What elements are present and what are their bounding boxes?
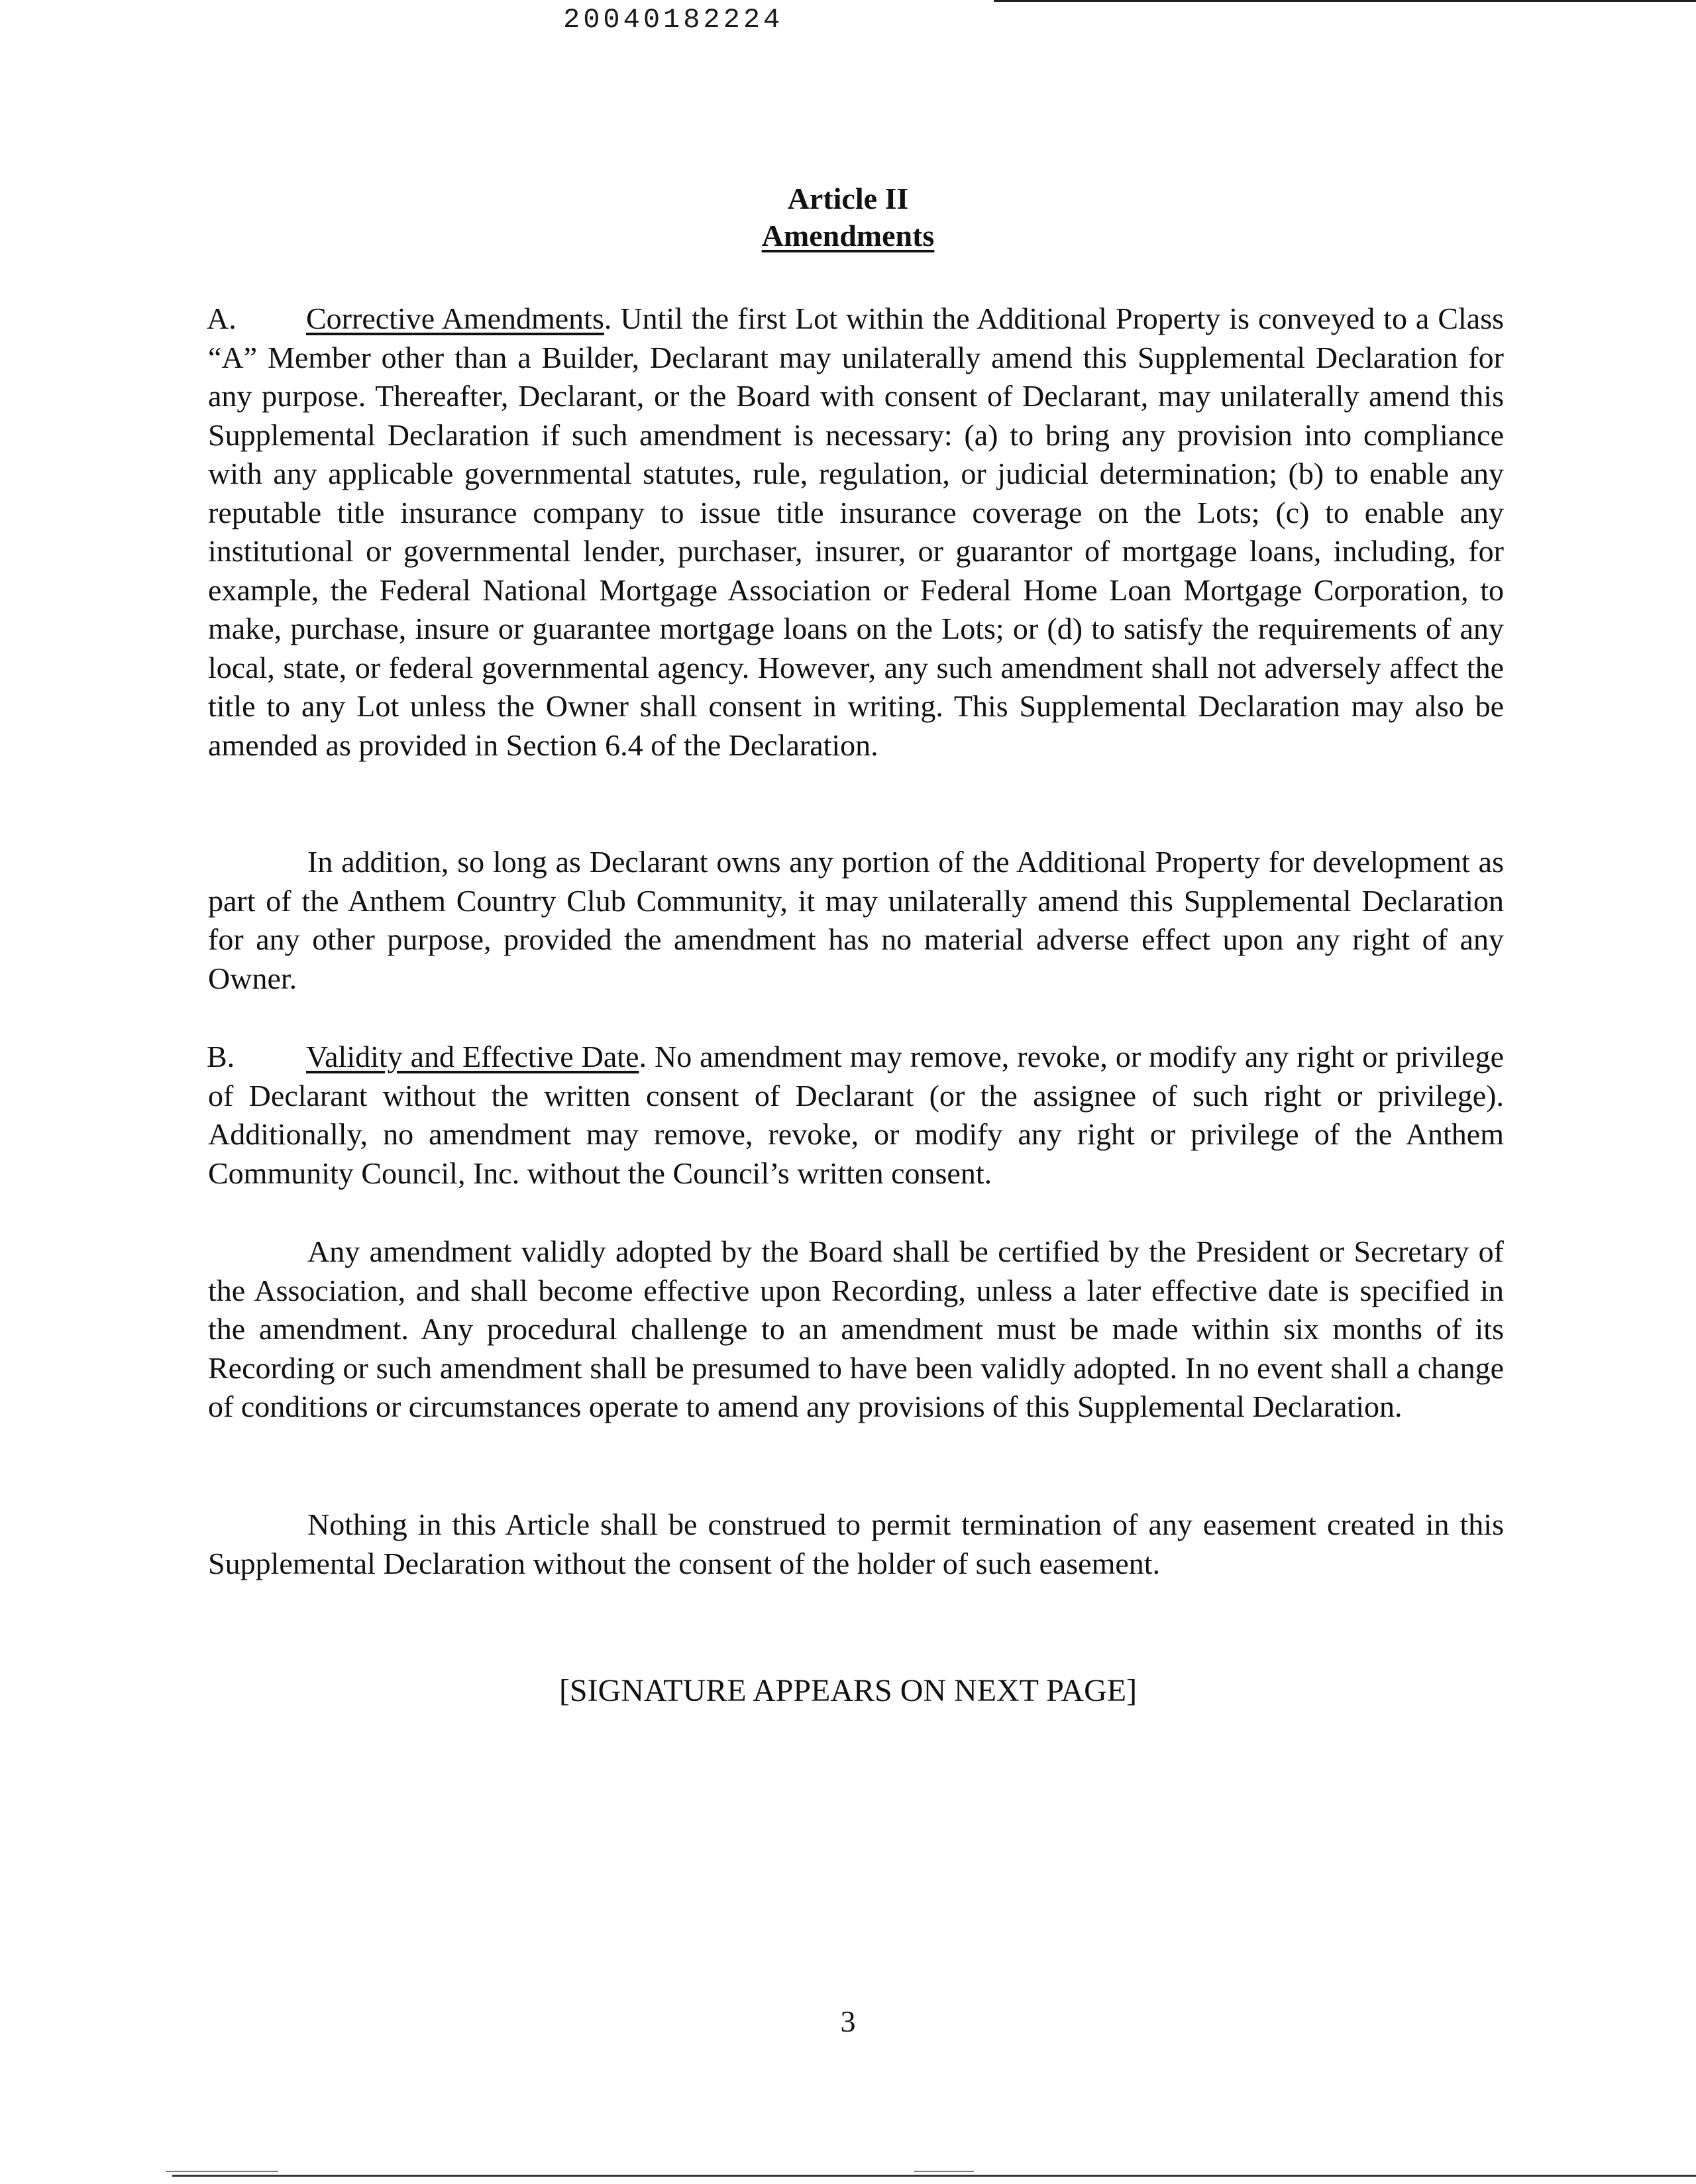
section-b-marker: B. (207, 1040, 235, 1073)
article-heading (0, 180, 1696, 254)
page-number: 3 (840, 2004, 856, 2038)
scan-artifact-center (914, 2171, 974, 2172)
document-number: 20040182224 (563, 4, 784, 36)
section-a-marker: A. (207, 301, 237, 335)
section-b-text: . No amendment may remove, revoke, or modify any right or privilege of Declarant without the written consent of Declarant (or the assignee of such right or privilege). Additionally, no amendment may remove, revoke, or modify any right or privilege of the Anthem Community Council, Inc. without the Council’s written consent. (208, 1040, 1504, 1190)
section-b-paragraph (208, 1038, 1504, 1193)
article-title: Amendments (761, 219, 935, 252)
section-a-addition-paragraph: In addition, so long as Declarant owns any portion of the Additional Property for development as part of the Anthem Country Club Community, it may unilaterally amend this Supplemental Declaration for any other purpose, provided the amendment has no material adverse effect upon any right of any Owner. (208, 845, 1504, 995)
easement-paragraph: Nothing in this Article shall be construed to permit termination of any easement created in this Supplemental Declaration without the consent of the holder of such easement. (208, 1507, 1504, 1580)
signature-notice: [SIGNATURE APPEARS ON NEXT PAGE] (558, 1673, 1138, 1708)
scan-artifact-left (166, 2171, 278, 2172)
section-b-title: Validity and Effective Date (306, 1040, 639, 1073)
bottom-rule (172, 2175, 1696, 2177)
certification-paragraph: Any amendment validly adopted by the Board shall be certified by the President or Secretary of the Association, and shall become effective upon Recording, unless a later effective date is specified in the amendment. Any procedural challenge to an amendment must be made within six months of its Recording or such amendment shall be presumed to have been validly adopted. In no event shall a change of conditions or circumstances operate to amend any provisions of this Supplemental Declaration. (208, 1234, 1504, 1423)
section-a-paragraph (208, 300, 1504, 765)
section-a-text: . Until the first Lot within the Additional Property is conveyed to a Class “A” Member other than a Builder, Declarant may unilaterally amend this Supplemental Declaration for any purpose. Thereafter, Declarant, or the Board with consent of Declarant, may unilaterally amend this Supplemental Declaration if such amendment is necessary: (a) to bring any provision into compliance with any applicable governmental statutes, rule, regulation, or judicial determination; (b) to enable any reputable title insurance company to issue title insurance coverage on the Lots; (c) to enable any institutional or governmental lender, purchaser, insurer, or guarantor of mortgage loans, including, for example, the Federal National Mortgage Association or Federal Home Loan Mortgage Corporation, to make, purchase, insure or guarantee mortgage loans on the Lots; or (d) to satisfy the requirements of any local, state, or federal governmental agency. However, any such amendment shall not adversely affect the title to any Lot unless the Owner shall consent in writing. This Supplemental Declaration may also be amended as provided in Section 6.4 of the Declaration. (208, 301, 1504, 762)
top-rule (994, 0, 1696, 2)
article-number: Article II (787, 182, 909, 215)
section-a-title: Corrective Amendments (306, 301, 604, 335)
